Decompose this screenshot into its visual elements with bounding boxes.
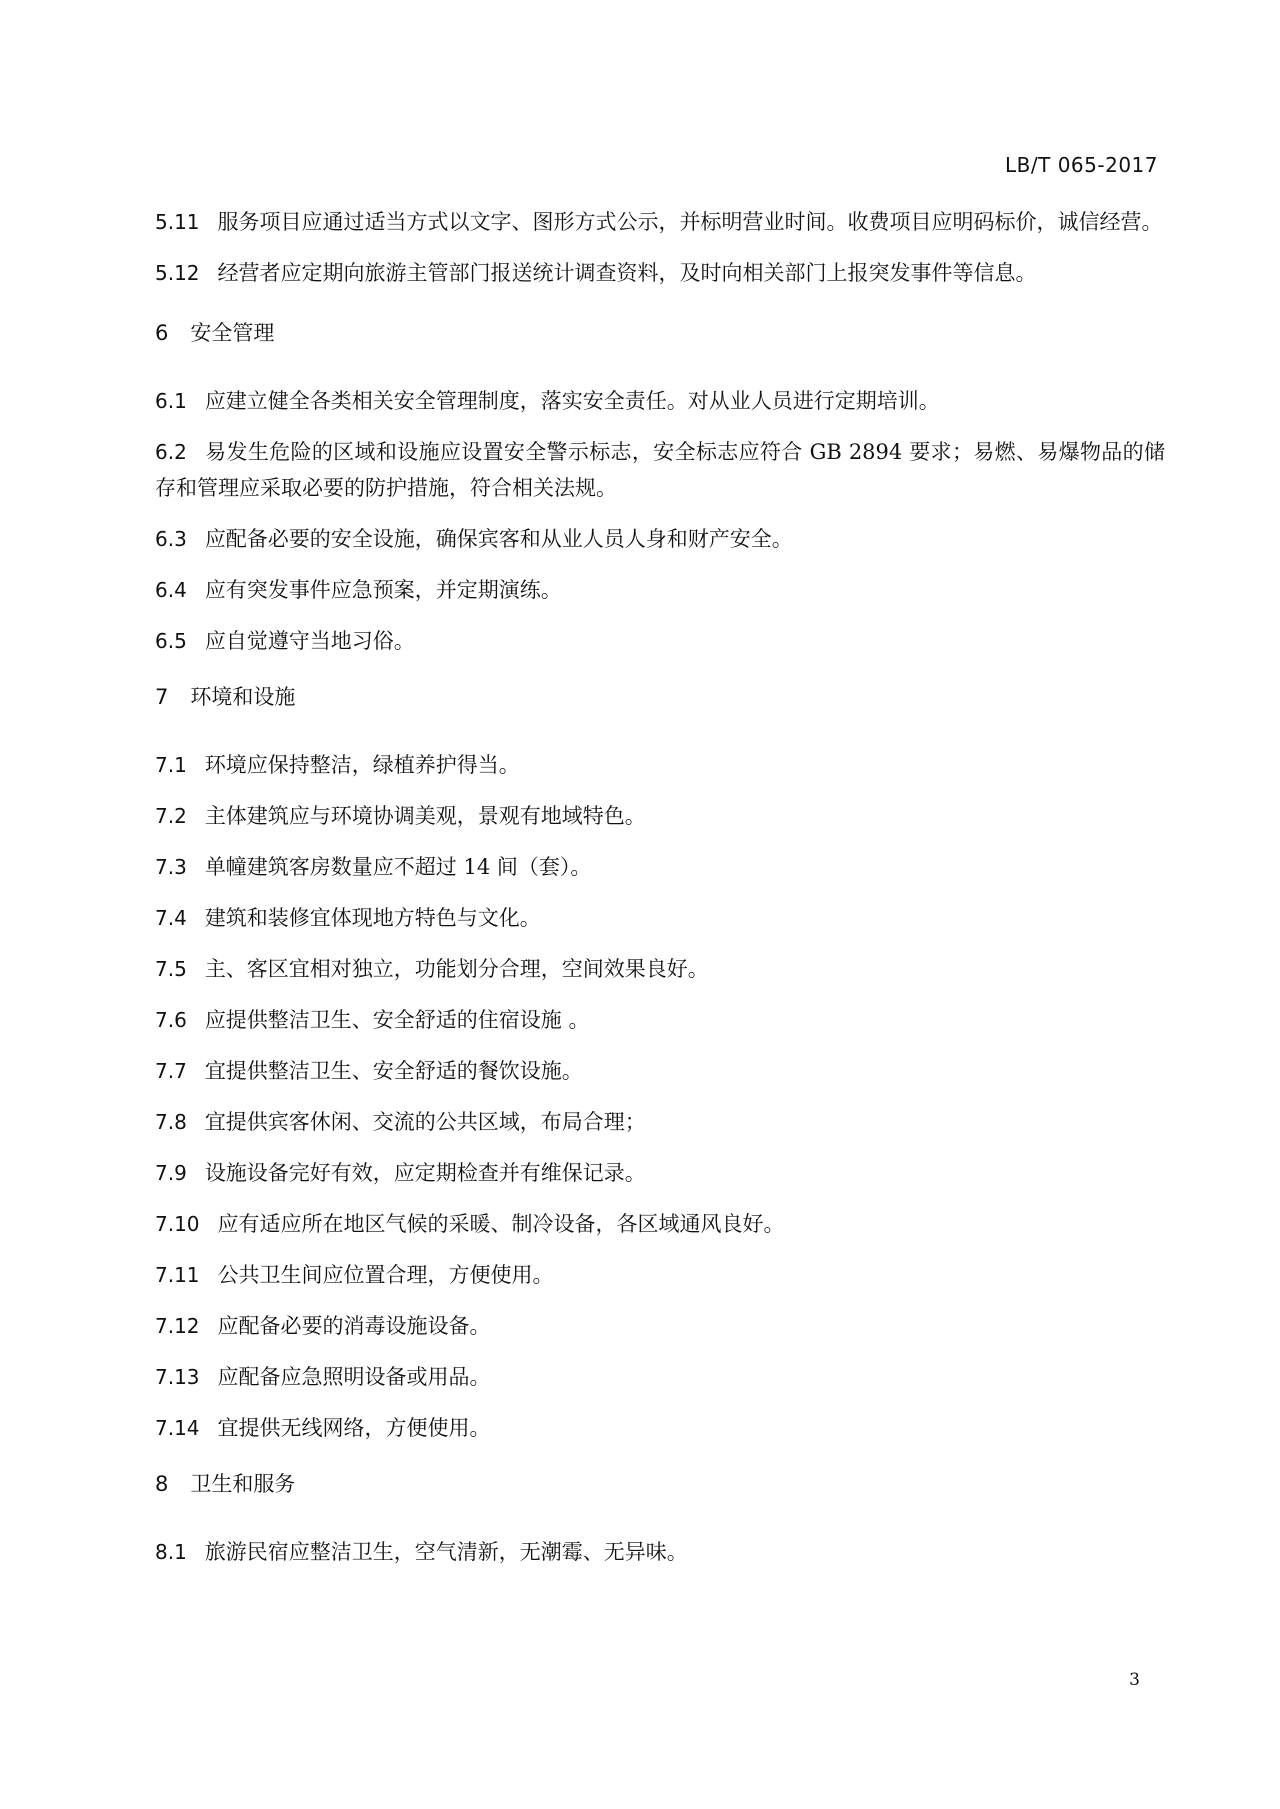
clause-number: 6.2 (155, 440, 187, 464)
clause-number: 7.5 (155, 957, 187, 981)
clause-text: 宜提供宾客休闲、交流的公共区域，布局合理； (204, 1110, 646, 1134)
clause-number: 7.12 (155, 1314, 200, 1338)
section-heading-8 (155, 1466, 1165, 1502)
section-number: 6 (155, 321, 169, 345)
standard-code: LB/T 065-2017 (1005, 153, 1158, 177)
clause-text: 经营者应定期向旅游主管部门报送统计调查资料，及时向相关部门上报突发事件等信息。 (217, 261, 1037, 285)
clause-5-11 (155, 204, 1165, 240)
clause-7-2 (155, 798, 1165, 834)
clause-number: 7.10 (155, 1212, 200, 1236)
clause-number: 5.12 (155, 261, 200, 285)
clause-7-10 (155, 1206, 1165, 1242)
clause-7-9 (155, 1155, 1165, 1191)
clause-text: 应有突发事件应急预案，并定期演练。 (204, 578, 562, 602)
clause-number: 6.3 (155, 527, 187, 551)
page-number: 3 (1129, 1670, 1140, 1690)
clause-7-4 (155, 900, 1165, 936)
clause-number: 6.4 (155, 578, 187, 602)
clause-text: 应配备必要的消毒设施设备。 (217, 1314, 491, 1338)
clause-text: 应自觉遵守当地习俗。 (204, 629, 415, 653)
clause-text: 旅游民宿应整洁卫生，空气清新，无潮霉、无异味。 (204, 1540, 688, 1564)
clause-text: 宜提供无线网络，方便使用。 (217, 1416, 491, 1440)
clause-7-6 (155, 1002, 1165, 1038)
clause-text: 设施设备完好有效，应定期检查并有维保记录。 (204, 1161, 646, 1185)
clause-6-5 (155, 623, 1165, 659)
clause-7-14 (155, 1410, 1165, 1446)
clause-number: 7.7 (155, 1059, 187, 1083)
clause-number: 7.3 (155, 855, 187, 879)
clause-7-13 (155, 1359, 1165, 1395)
clause-7-5 (155, 951, 1165, 987)
section-number: 8 (155, 1472, 169, 1496)
clause-7-11 (155, 1257, 1165, 1293)
clause-8-1 (155, 1534, 1165, 1570)
clause-text: 宜提供整洁卫生、安全舒适的餐饮设施。 (204, 1059, 583, 1083)
section-number: 7 (155, 685, 169, 709)
clause-text: 主、客区宜相对独立，功能划分合理，空间效果良好。 (204, 957, 709, 981)
clause-7-8 (155, 1104, 1165, 1140)
section-heading-6 (155, 315, 1165, 351)
clause-7-12 (155, 1308, 1165, 1344)
clause-6-3 (155, 521, 1165, 557)
clause-7-1 (155, 747, 1165, 783)
clause-7-3 (155, 849, 1165, 885)
clause-number: 8.1 (155, 1540, 187, 1564)
clause-text: 建筑和装修宜体现地方特色与文化。 (204, 906, 541, 930)
clause-text: 易发生危险的区域和设施应设置安全警示标志，安全标志应符合 GB 2894 要求；易燃、易爆物品的储存和管理应采取必要的防护措施，符合相关法规。 (155, 440, 1165, 500)
clause-number: 7.11 (155, 1263, 200, 1287)
clause-text: 主体建筑应与环境协调美观，景观有地域特色。 (204, 804, 646, 828)
clause-number: 7.4 (155, 906, 187, 930)
clause-7-7 (155, 1053, 1165, 1089)
clause-text: 应配备应急照明设备或用品。 (217, 1365, 491, 1389)
clause-number: 5.11 (155, 210, 200, 234)
clause-number: 7.9 (155, 1161, 187, 1185)
clause-number: 7.14 (155, 1416, 200, 1440)
clause-text: 环境应保持整洁，绿植养护得当。 (204, 753, 520, 777)
clause-number: 7.6 (155, 1008, 187, 1032)
clause-text: 应提供整洁卫生、安全舒适的住宿设施 。 (204, 1008, 590, 1032)
clause-number: 6.5 (155, 629, 187, 653)
clause-5-12 (155, 255, 1165, 291)
clause-text: 服务项目应通过适当方式以文字、图形方式公示，并标明营业时间。收费项目应明码标价，诚信经营。 (217, 210, 1163, 234)
clause-number: 7.2 (155, 804, 187, 828)
clause-6-2 (155, 434, 1165, 506)
document-body (155, 204, 1165, 1585)
section-title: 安全管理 (190, 321, 275, 345)
clause-text: 应有适应所在地区气候的采暖、制冷设备，各区域通风良好。 (217, 1212, 785, 1236)
section-title: 环境和设施 (190, 685, 296, 709)
clause-number: 7.1 (155, 753, 187, 777)
clause-text: 应建立健全各类相关安全管理制度，落实安全责任。对从业人员进行定期培训。 (204, 389, 940, 413)
clause-number: 7.13 (155, 1365, 200, 1389)
section-title: 卫生和服务 (190, 1472, 296, 1496)
clause-6-4 (155, 572, 1165, 608)
clause-number: 6.1 (155, 389, 187, 413)
clause-6-1 (155, 383, 1165, 419)
clause-text: 公共卫生间应位置合理，方便使用。 (217, 1263, 554, 1287)
clause-text: 应配备必要的安全设施，确保宾客和从业人员人身和财产安全。 (204, 527, 793, 551)
clause-number: 7.8 (155, 1110, 187, 1134)
clause-text: 单幢建筑客房数量应不超过 14 间（套）。 (204, 855, 592, 879)
section-heading-7 (155, 679, 1165, 715)
